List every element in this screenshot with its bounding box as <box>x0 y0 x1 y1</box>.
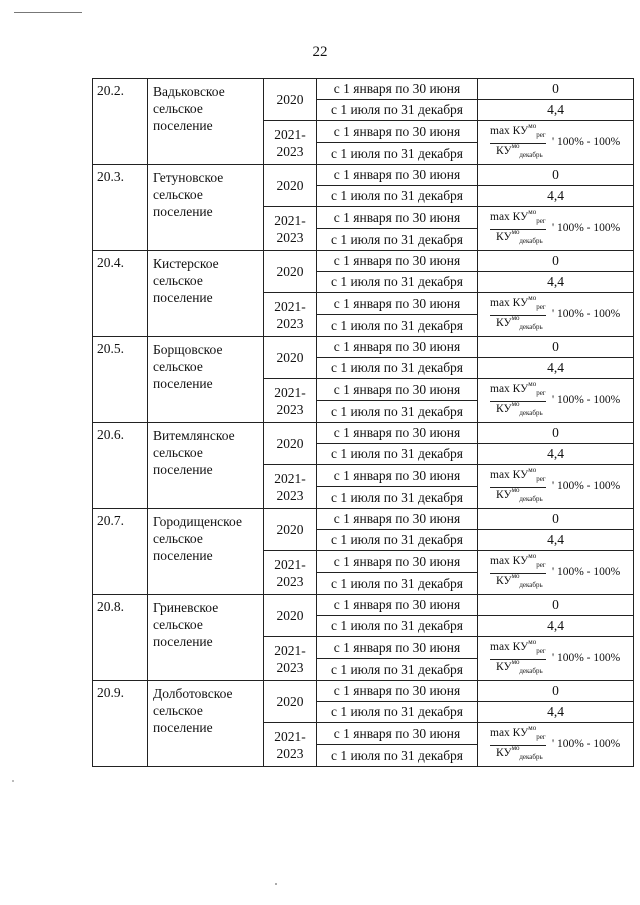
period-cell: с 1 января по 30 июня <box>317 423 478 444</box>
row-number: 20.5. <box>93 337 148 423</box>
formula-denominator-sub: декабрь <box>519 236 543 245</box>
row-number: 20.6. <box>93 423 148 509</box>
formula-denominator-sup: мо <box>511 141 520 150</box>
value-cell: 4,4 <box>478 530 634 551</box>
period-cell: с 1 июля по 31 декабря <box>317 702 478 723</box>
period-cell: с 1 июля по 31 декабря <box>317 745 478 767</box>
formula-numerator-sup: мо <box>528 293 537 302</box>
table-row <box>93 337 634 358</box>
formula-numerator-sub: рег <box>536 302 546 311</box>
formula-cell <box>478 207 634 251</box>
formula-numerator <box>490 465 546 483</box>
settlement-name: Городищенское сельское поселение <box>148 509 264 595</box>
table-row <box>93 595 634 616</box>
page-number: 22 <box>312 44 328 60</box>
index-formula <box>478 638 633 680</box>
year-cell: 2021- 2023 <box>264 637 317 681</box>
formula-denominator-sup: мо <box>511 227 520 236</box>
table-row <box>93 509 634 530</box>
formula-denominator-sup: мо <box>511 399 520 408</box>
formula-numerator <box>490 637 546 655</box>
index-formula <box>478 122 633 164</box>
formula-denominator-text: КУ <box>496 574 512 587</box>
index-formula <box>478 466 633 508</box>
table-row <box>93 251 634 272</box>
scan-speck <box>275 883 277 885</box>
year-cell: 2020 <box>264 423 317 465</box>
formula-tail: ' 100% - 100% <box>552 479 621 492</box>
formula-tail: ' 100% - 100% <box>552 393 621 406</box>
formula-denominator-sup: мо <box>511 571 520 580</box>
period-cell: с 1 января по 30 июня <box>317 723 478 745</box>
row-number: 20.2. <box>93 79 148 165</box>
formula-denominator-sup: мо <box>511 313 520 322</box>
formula-numerator-text: max КУ <box>490 640 529 653</box>
formula-denominator <box>496 657 543 675</box>
formula-tail: ' 100% - 100% <box>552 135 621 148</box>
index-formula <box>478 208 633 250</box>
period-cell: с 1 января по 30 июня <box>317 509 478 530</box>
settlement-name: Гриневское сельское поселение <box>148 595 264 681</box>
value-cell: 4,4 <box>478 272 634 293</box>
formula-denominator-text: КУ <box>496 660 512 673</box>
formula-numerator-text: max КУ <box>490 382 529 395</box>
period-cell: с 1 января по 30 июня <box>317 121 478 143</box>
period-cell: с 1 июля по 31 декабря <box>317 659 478 681</box>
formula-cell <box>478 551 634 595</box>
formula-numerator <box>490 723 546 741</box>
settlement-name: Долботовское сельское поселение <box>148 681 264 767</box>
formula-denominator <box>496 571 543 589</box>
formula-denominator-sub: декабрь <box>519 322 543 331</box>
index-formula <box>478 380 633 422</box>
index-formula <box>478 294 633 336</box>
value-cell: 0 <box>478 79 634 100</box>
value-cell: 0 <box>478 509 634 530</box>
formula-denominator-sub: декабрь <box>519 752 543 761</box>
formula-numerator-text: max КУ <box>490 554 529 567</box>
value-cell: 4,4 <box>478 100 634 121</box>
year-cell: 2020 <box>264 337 317 379</box>
formula-numerator-text: max КУ <box>490 210 529 223</box>
formula-denominator-sup: мо <box>511 743 520 752</box>
period-cell: с 1 января по 30 июня <box>317 79 478 100</box>
formula-numerator-sup: мо <box>528 207 537 216</box>
formula-numerator-sub: рег <box>536 388 546 397</box>
formula-denominator <box>496 313 543 331</box>
period-cell: с 1 января по 30 июня <box>317 595 478 616</box>
row-number: 20.9. <box>93 681 148 767</box>
table-row <box>93 165 634 186</box>
value-cell: 0 <box>478 165 634 186</box>
period-cell: с 1 января по 30 июня <box>317 337 478 358</box>
period-cell: с 1 июля по 31 декабря <box>317 143 478 165</box>
formula-cell <box>478 637 634 681</box>
formula-numerator-sup: мо <box>528 121 537 130</box>
period-cell: с 1 января по 30 июня <box>317 293 478 315</box>
period-cell: с 1 июля по 31 декабря <box>317 530 478 551</box>
table-row <box>93 681 634 702</box>
value-cell: 4,4 <box>478 702 634 723</box>
value-cell: 4,4 <box>478 186 634 207</box>
tariff-table <box>92 78 634 767</box>
formula-denominator-text: КУ <box>496 230 512 243</box>
period-cell: с 1 июля по 31 декабря <box>317 100 478 121</box>
row-number: 20.4. <box>93 251 148 337</box>
year-cell: 2021- 2023 <box>264 723 317 767</box>
period-cell: с 1 июля по 31 декабря <box>317 444 478 465</box>
year-cell: 2021- 2023 <box>264 551 317 595</box>
period-cell: с 1 января по 30 июня <box>317 251 478 272</box>
row-number: 20.8. <box>93 595 148 681</box>
period-cell: с 1 января по 30 июня <box>317 637 478 659</box>
period-cell: с 1 июля по 31 декабря <box>317 229 478 251</box>
formula-denominator-sub: декабрь <box>519 150 543 159</box>
row-number: 20.7. <box>93 509 148 595</box>
formula-numerator-text: max КУ <box>490 296 529 309</box>
formula-denominator-text: КУ <box>496 746 512 759</box>
formula-denominator <box>496 141 543 159</box>
formula-numerator <box>490 293 546 311</box>
value-cell: 0 <box>478 251 634 272</box>
year-cell: 2020 <box>264 251 317 293</box>
formula-denominator-sub: декабрь <box>519 580 543 589</box>
formula-numerator-sup: мо <box>528 637 537 646</box>
period-cell: с 1 июля по 31 декабря <box>317 272 478 293</box>
formula-denominator-sub: декабрь <box>519 494 543 503</box>
formula-numerator-text: max КУ <box>490 124 529 137</box>
year-cell: 2020 <box>264 509 317 551</box>
formula-numerator-sup: мо <box>528 723 537 732</box>
formula-tail: ' 100% - 100% <box>552 737 621 750</box>
formula-denominator <box>496 227 543 245</box>
formula-numerator-sub: рег <box>536 474 546 483</box>
formula-denominator-sub: декабрь <box>519 666 543 675</box>
period-cell: с 1 июля по 31 декабря <box>317 616 478 637</box>
year-cell: 2020 <box>264 681 317 723</box>
period-cell: с 1 июля по 31 декабря <box>317 573 478 595</box>
period-cell: с 1 января по 30 июня <box>317 551 478 573</box>
value-cell: 0 <box>478 681 634 702</box>
year-cell: 2021- 2023 <box>264 207 317 251</box>
formula-tail: ' 100% - 100% <box>552 221 621 234</box>
year-cell: 2020 <box>264 79 317 121</box>
formula-numerator-sup: мо <box>528 379 537 388</box>
year-cell: 2021- 2023 <box>264 121 317 165</box>
formula-numerator-sub: рег <box>536 560 546 569</box>
formula-numerator-sup: мо <box>528 465 537 474</box>
formula-tail: ' 100% - 100% <box>552 565 621 578</box>
formula-numerator <box>490 551 546 569</box>
period-cell: с 1 июля по 31 декабря <box>317 487 478 509</box>
formula-denominator <box>496 399 543 417</box>
formula-cell <box>478 465 634 509</box>
formula-numerator-sub: рег <box>536 732 546 741</box>
index-formula <box>478 724 633 766</box>
table-row <box>93 79 634 100</box>
value-cell: 0 <box>478 423 634 444</box>
row-number: 20.3. <box>93 165 148 251</box>
formula-numerator <box>490 121 546 139</box>
settlement-name: Вадьковское сельское поселение <box>148 79 264 165</box>
value-cell: 0 <box>478 595 634 616</box>
period-cell: с 1 июля по 31 декабря <box>317 186 478 207</box>
settlement-name: Витемлянское сельское поселение <box>148 423 264 509</box>
formula-numerator-sub: рег <box>536 130 546 139</box>
period-cell: с 1 июля по 31 декабря <box>317 315 478 337</box>
settlement-name: Гетуновское сельское поселение <box>148 165 264 251</box>
index-formula <box>478 552 633 594</box>
formula-numerator-sup: мо <box>528 551 537 560</box>
formula-denominator <box>496 743 543 761</box>
settlement-name: Кистерское сельское поселение <box>148 251 264 337</box>
period-cell: с 1 января по 30 июня <box>317 207 478 229</box>
formula-numerator <box>490 379 546 397</box>
formula-cell <box>478 379 634 423</box>
year-cell: 2020 <box>264 595 317 637</box>
formula-denominator-sub: декабрь <box>519 408 543 417</box>
formula-cell <box>478 121 634 165</box>
settlement-name: Борщовское сельское поселение <box>148 337 264 423</box>
formula-numerator-sub: рег <box>536 646 546 655</box>
formula-denominator-text: КУ <box>496 488 512 501</box>
period-cell: с 1 января по 30 июня <box>317 681 478 702</box>
value-cell: 4,4 <box>478 616 634 637</box>
formula-denominator <box>496 485 543 503</box>
scan-speck <box>12 780 14 782</box>
formula-numerator-text: max КУ <box>490 726 529 739</box>
value-cell: 4,4 <box>478 444 634 465</box>
period-cell: с 1 июля по 31 декабря <box>317 401 478 423</box>
year-cell: 2020 <box>264 165 317 207</box>
header-rule <box>14 12 82 13</box>
formula-cell <box>478 293 634 337</box>
formula-numerator-sub: рег <box>536 216 546 225</box>
formula-denominator-text: КУ <box>496 144 512 157</box>
formula-numerator <box>490 207 546 225</box>
formula-denominator-sup: мо <box>511 657 520 666</box>
formula-tail: ' 100% - 100% <box>552 651 621 664</box>
value-cell: 4,4 <box>478 358 634 379</box>
year-cell: 2021- 2023 <box>264 379 317 423</box>
formula-cell <box>478 723 634 767</box>
period-cell: с 1 июля по 31 декабря <box>317 358 478 379</box>
year-cell: 2021- 2023 <box>264 465 317 509</box>
formula-numerator-text: max КУ <box>490 468 529 481</box>
period-cell: с 1 января по 30 июня <box>317 165 478 186</box>
period-cell: с 1 января по 30 июня <box>317 379 478 401</box>
formula-denominator-sup: мо <box>511 485 520 494</box>
formula-tail: ' 100% - 100% <box>552 307 621 320</box>
table-row <box>93 423 634 444</box>
year-cell: 2021- 2023 <box>264 293 317 337</box>
period-cell: с 1 января по 30 июня <box>317 465 478 487</box>
formula-denominator-text: КУ <box>496 316 512 329</box>
formula-denominator-text: КУ <box>496 402 512 415</box>
value-cell: 0 <box>478 337 634 358</box>
